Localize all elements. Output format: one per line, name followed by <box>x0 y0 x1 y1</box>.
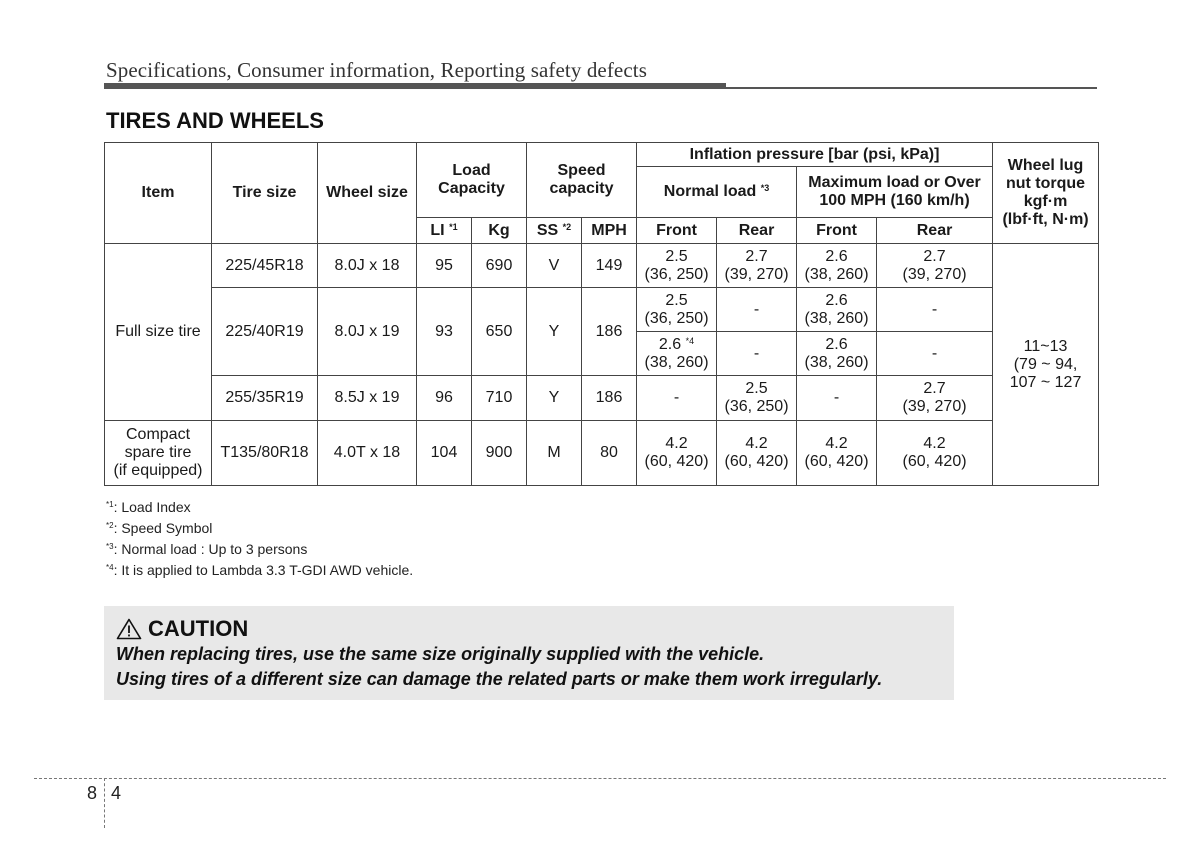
header-tire-size: Tire size <box>212 143 318 244</box>
normal-rear-cell: 4.2 (60, 420) <box>717 421 797 486</box>
section-title: TIRES AND WHEELS <box>106 108 324 133</box>
li-label: LI <box>430 221 445 239</box>
li-cell: 104 <box>417 421 472 486</box>
normal-front-cell: 4.2 (60, 420) <box>637 421 717 486</box>
mph-cell: 149 <box>582 244 637 288</box>
header-speed-capacity: Speed capacity <box>527 143 637 218</box>
table-row <box>105 244 1099 288</box>
caution-title: CAUTION <box>148 616 249 641</box>
wheel-lug-line3: kgf·m <box>1023 193 1068 210</box>
max-front-cell: 2.6 (38, 260) <box>797 288 877 332</box>
kg-cell: 690 <box>472 244 527 288</box>
header-rear-max: Rear <box>877 218 993 244</box>
li-cell: 95 <box>417 244 472 288</box>
tire-size-cell: T135/80R18 <box>212 421 318 486</box>
tire-size-cell: 225/45R18 <box>212 244 318 288</box>
normal-rear-cell: - <box>717 332 797 376</box>
header-mph: MPH <box>582 218 637 244</box>
table-row <box>105 288 1099 332</box>
header-li <box>417 218 472 244</box>
normal-rear-cell: - <box>717 288 797 332</box>
wheel-lug-line1: Wheel lug <box>1007 157 1084 174</box>
max-rear-cell: - <box>877 332 993 376</box>
wheel-lug-line4: (lbf·ft, N·m) <box>1002 211 1089 228</box>
normal-rear-cell: 2.5 (36, 250) <box>717 376 797 421</box>
caution-heading <box>116 616 248 642</box>
wheel-size-cell: 8.0J x 18 <box>318 244 417 288</box>
header-kg: Kg <box>472 218 527 244</box>
normal-rear-cell: 2.7 (39, 270) <box>717 244 797 288</box>
header-max-load <box>797 167 993 218</box>
tire-size-cell: 225/40R19 <box>212 288 318 376</box>
max-front-cell: 2.6 (38, 260) <box>797 244 877 288</box>
header-wheel-size: Wheel size <box>318 143 417 244</box>
chapter-number: 8 <box>87 783 98 803</box>
wheel-size-cell: 4.0T x 18 <box>318 421 417 486</box>
max-rear-cell: 4.2 (60, 420) <box>877 421 993 486</box>
wheel-lug-torque-cell: 11~13 (79 ~ 94, 107 ~ 127 <box>993 244 1099 486</box>
caution-box <box>104 606 954 700</box>
header-front-max: Front <box>797 218 877 244</box>
li-cell: 96 <box>417 376 472 421</box>
footnote: $^{*4}$: It is applied to Lambda 3.3 T-GDI AWD vehicle. <box>106 562 414 578</box>
table-row <box>105 376 1099 421</box>
tire-size-cell: 255/35R19 <box>212 376 318 421</box>
header-rule <box>104 83 726 89</box>
warning-triangle-icon <box>116 618 142 640</box>
page-header-title: Specifications, Consumer information, Reporting safety defects <box>106 58 647 82</box>
max-front-cell: 2.6 (38, 260) <box>797 332 877 376</box>
kg-cell: 650 <box>472 288 527 376</box>
kg-cell: 710 <box>472 376 527 421</box>
normal-front-cell: - <box>637 376 717 421</box>
caution-text-line1: When replacing tires, use the same size originally supplied with the vehicle. <box>116 644 765 664</box>
header-front: Front <box>637 218 717 244</box>
normal-front-cell: 2.5 (36, 250) <box>637 288 717 332</box>
full-size-tire-label: Full size tire <box>105 244 212 421</box>
ss-cell: Y <box>527 376 582 421</box>
ss-cell: M <box>527 421 582 486</box>
wheel-size-cell: 8.5J x 19 <box>318 376 417 421</box>
normal-load-label: Normal load <box>663 183 757 200</box>
mph-cell: 80 <box>582 421 637 486</box>
header-rear: Rear <box>717 218 797 244</box>
footnote: $^{*1}$: Load Index <box>106 499 191 515</box>
caution-text-line2: Using tires of a different size can damage the related parts or make them work irregularly. <box>116 669 883 689</box>
normal-front-cell: 2.5 (36, 250) <box>637 244 717 288</box>
footnotes <box>106 497 413 581</box>
page-number: 4 <box>111 783 122 803</box>
compact-spare-label: Compact spare tire (if equipped) <box>105 421 212 486</box>
max-rear-cell: 2.7 (39, 270) <box>877 376 993 421</box>
header-ss <box>527 218 582 244</box>
ss-cell: Y <box>527 288 582 376</box>
mph-cell: 186 <box>582 376 637 421</box>
header-wheel-lug <box>993 143 1099 244</box>
header-rule-thin <box>726 87 1097 89</box>
li-mark: *1 <box>449 221 458 232</box>
footnote: $^{*3}$: Normal load : Up to 3 persons <box>106 541 308 557</box>
max-load-line2: 100 MPH (160 km/h) <box>819 192 970 209</box>
max-front-cell: 4.2 (60, 420) <box>797 421 877 486</box>
kg-cell: 900 <box>472 421 527 486</box>
wheel-lug-line2: nut torque <box>1005 175 1086 192</box>
max-rear-cell: - <box>877 288 993 332</box>
footer-divider <box>104 778 105 828</box>
header-load-capacity: Load Capacity <box>417 143 527 218</box>
tire-spec-table <box>104 142 1099 486</box>
header-inflation-pressure: Inflation pressure [bar (psi, kPa)] <box>637 143 993 167</box>
footnote: $^{*2}$: Speed Symbol <box>106 520 213 536</box>
ss-cell: V <box>527 244 582 288</box>
normal-load-mark: *3 <box>760 183 770 193</box>
mph-cell: 186 <box>582 288 637 376</box>
footnote-mark: *4 <box>685 335 695 346</box>
normal-front-cell: 2.6 $^{*4}$ (38, 260) <box>637 332 717 376</box>
wheel-size-cell: 8.0J x 19 <box>318 288 417 376</box>
footer-rule <box>34 778 1166 779</box>
table-row <box>105 421 1099 486</box>
header-row-1 <box>105 143 1099 167</box>
ss-mark: *2 <box>562 221 572 232</box>
max-front-cell: - <box>797 376 877 421</box>
header-item: Item <box>105 143 212 244</box>
ss-label: SS <box>536 221 559 239</box>
li-cell: 93 <box>417 288 472 376</box>
max-rear-cell: 2.7 (39, 270) <box>877 244 993 288</box>
header-normal-load <box>637 167 797 218</box>
max-load-line1: Maximum load or Over <box>808 174 981 191</box>
